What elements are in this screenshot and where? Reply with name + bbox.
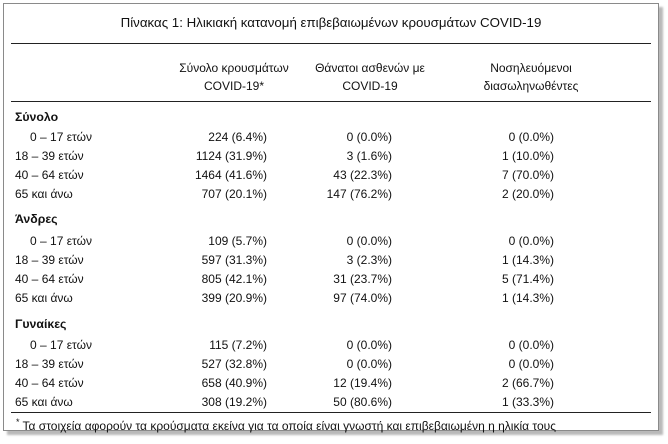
column-header-line: Θάνατοι ασθενών με [315,61,425,75]
deaths-cell: 3 (2.3%) [346,253,392,267]
cases-cell: 597 (31.3%) [201,253,267,267]
deaths-cell: 0 (0.0%) [346,357,392,371]
age-label: 0 – 17 ετών [30,234,92,248]
deaths-cell: 50 (80.6%) [333,395,392,409]
group-label-women: Γυναίκες [15,317,67,331]
deaths-cell: 3 (1.6%) [346,149,392,163]
table-row [4,289,658,307]
cases-cell: 1124 (31.9%) [195,149,267,163]
deaths-cell: 147 (76.2%) [326,187,392,201]
intubated-cell: 0 (0.0%) [508,357,554,371]
table-row [4,374,658,392]
cases-cell: 109 (5.7%) [208,234,267,248]
table-row [4,251,658,269]
column-header-line: διασωληνωθέντες [483,79,579,93]
age-label: 65 και άνω [15,187,73,201]
cases-cell: 224 (6.4%) [208,130,267,144]
intubated-cell: 0 (0.0%) [508,130,554,144]
table-row [4,393,658,411]
table-row [4,128,658,146]
cases-cell: 527 (32.8%) [201,357,267,371]
intubated-cell: 1 (10.0%) [501,149,554,163]
age-label: 40 – 64 ετών [15,272,84,286]
table-title: Πίνακας 1: Ηλικιακή κατανομή επιβεβαιωμένων κρουσμάτων COVID-19 [120,15,542,30]
table-frame [3,3,659,431]
intubated-cell: 1 (33.3%) [501,395,554,409]
top-rule [11,43,651,44]
footnote-text: Τα στοιχεία αφορούν τα κρούσματα εκείνα για τα οποία είναι γνωστή και επιβεβαιωμένη η ηλικία τους [22,419,556,433]
cases-cell: 399 (20.9%) [201,291,267,305]
column-header-line: Σύνολο κρουσμάτων [179,61,289,75]
intubated-cell: 1 (14.3%) [501,291,554,305]
age-label: 40 – 64 ετών [15,376,84,390]
age-label: 40 – 64 ετών [15,168,84,182]
deaths-cell: 97 (74.0%) [333,291,392,305]
cases-cell: 658 (40.9%) [201,376,267,390]
deaths-cell: 43 (22.3%) [333,168,392,182]
intubated-cell: 2 (66.7%) [501,376,554,390]
intubated-cell: 5 (71.4%) [501,272,554,286]
column-header-line: COVID-19 [342,79,398,93]
cases-cell: 1464 (41.6%) [194,168,267,182]
deaths-cell: 31 (23.7%) [333,272,392,286]
intubated-cell: 2 (20.0%) [501,187,554,201]
table-row [4,147,658,165]
age-label: 18 – 39 ετών [15,253,84,267]
group-label-men: Άνδρες [15,212,58,226]
cases-cell: 115 (7.2%) [209,338,267,352]
column-header-total-cases [159,59,309,95]
intubated-cell: 1 (14.3%) [501,253,554,267]
cases-cell: 805 (42.1%) [201,272,267,286]
table-row [4,355,658,373]
group-label-total: Σύνολο [15,110,59,124]
table-row [4,270,658,288]
age-label: 65 και άνω [15,291,73,305]
age-label: 0 – 17 ετών [30,130,92,144]
age-label: 65 και άνω [15,395,73,409]
deaths-cell: 0 (0.0%) [346,338,392,352]
cases-cell: 308 (19.2%) [201,395,267,409]
bottom-rule [11,412,651,413]
intubated-cell: 7 (70.0%) [501,168,554,182]
column-header-line: COVID-19* [203,79,265,93]
column-header-intubated [456,59,606,95]
table-row [4,232,658,250]
header-rule [11,101,651,102]
age-label: 0 – 17 ετών [30,338,92,352]
column-header-line: Νοσηλευόμενοι [490,61,572,75]
age-label: 18 – 39 ετών [15,149,84,163]
column-header-deaths [312,59,428,95]
deaths-cell: 12 (19.4%) [333,376,392,390]
footnote [16,417,556,433]
deaths-cell: 0 (0.0%) [346,234,392,248]
cases-cell: 707 (20.1%) [201,187,267,201]
table-row [4,166,658,184]
age-label: 18 – 39 ετών [15,357,84,371]
footnote-mark: * [16,417,20,427]
table-row [4,336,658,354]
intubated-cell: 0 (0.0%) [508,338,554,352]
deaths-cell: 0 (0.0%) [346,130,392,144]
intubated-cell: 0 (0.0%) [508,234,554,248]
table-row [4,185,658,203]
